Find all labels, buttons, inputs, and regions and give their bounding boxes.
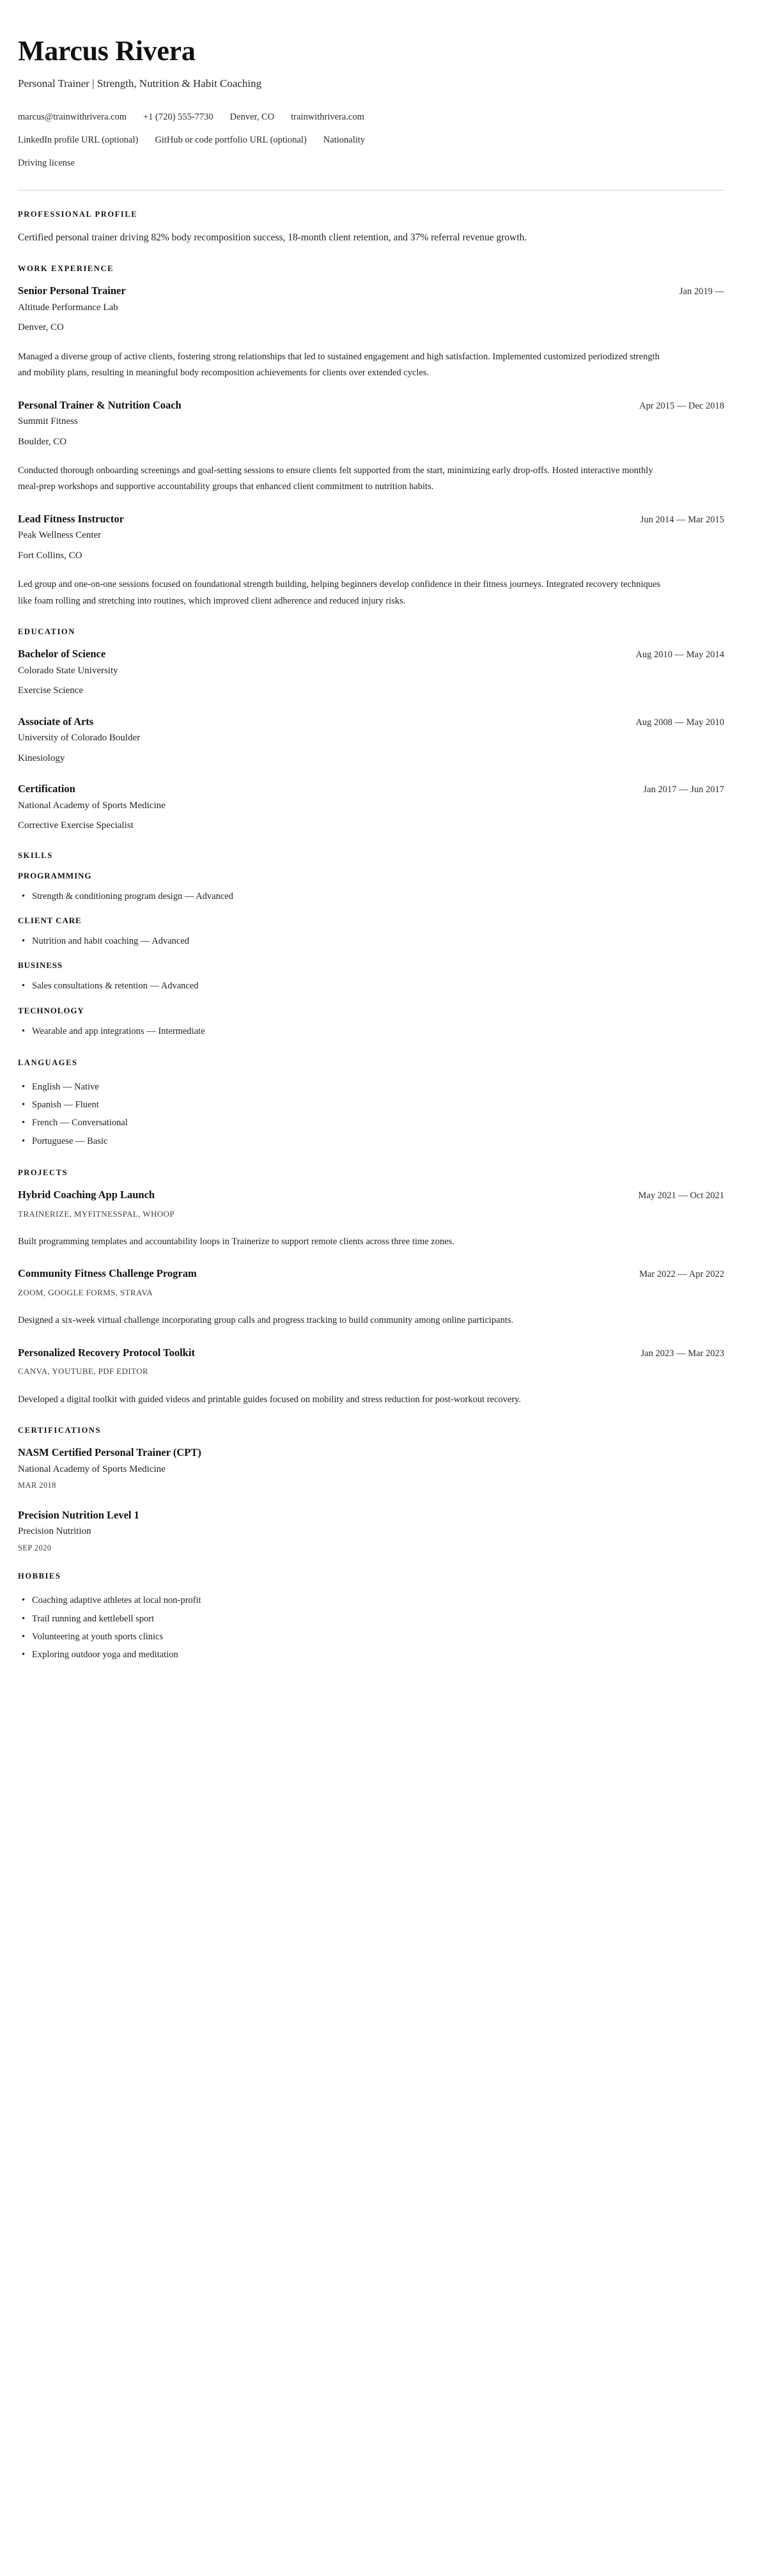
hobby-list bbox=[18, 1591, 724, 1664]
profile-summary-text: Certified personal trainer driving 82% body recomposition success, 18-month client retention, and 37% referral revenue growth. bbox=[18, 231, 527, 243]
certification-name: Precision Nutrition Level 1 bbox=[18, 1508, 139, 1521]
contact-linkedin[interactable]: LinkedIn profile URL (optional) bbox=[18, 135, 139, 146]
project-date: Mar 2022 — Apr 2022 bbox=[639, 1269, 724, 1280]
section-projects bbox=[18, 1168, 724, 1408]
certification-issuer: National Academy of Sports Medicine bbox=[18, 1464, 166, 1474]
skill-list bbox=[18, 887, 724, 905]
education-entry-head bbox=[18, 715, 724, 730]
education-date: Jan 2017 — Jun 2017 bbox=[643, 785, 724, 795]
hobby-item: • Volunteering at youth sports clinics bbox=[18, 1628, 724, 1646]
contact-row-tertiary bbox=[18, 157, 724, 171]
work-company: Summit Fitness bbox=[18, 416, 78, 427]
work-entry bbox=[18, 398, 724, 496]
certification-date: MAR 2018 bbox=[18, 1481, 56, 1490]
contact-phone[interactable]: +1 (720) 555-7730 bbox=[143, 112, 213, 123]
section-title-education: EDUCATION bbox=[18, 627, 75, 637]
skill-group-title: PROGRAMMING bbox=[18, 870, 92, 880]
project-entry bbox=[18, 1346, 724, 1408]
work-company: Altitude Performance Lab bbox=[18, 302, 118, 313]
section-title-work: WORK EXPERIENCE bbox=[18, 264, 114, 274]
work-location: Boulder, CO bbox=[18, 436, 67, 447]
work-description: Led group and one-on-one sessions focused on foundational strength building, helping beginners develop confidence in their fitness journeys. Integrated recovery techniques like foam rolling and stretching into routines, which improved client adherence and reduced injury risks. bbox=[18, 579, 661, 606]
skill-group bbox=[18, 871, 724, 905]
section-hobbies bbox=[18, 1572, 724, 1664]
contact-github[interactable]: GitHub or code portfolio URL (optional) bbox=[155, 135, 307, 146]
resume-header bbox=[18, 36, 724, 171]
hobby-item: • Coaching adaptive athletes at local non-profit bbox=[18, 1591, 724, 1609]
education-degree: Associate of Arts bbox=[18, 715, 94, 728]
header-divider bbox=[18, 190, 724, 191]
project-entry-head bbox=[18, 1346, 724, 1361]
work-date: Jan 2019 — bbox=[679, 286, 724, 297]
project-stack: TRAINERIZE, MYFITNESSPAL, WHOOP bbox=[18, 1208, 174, 1219]
language-item: • English — Native bbox=[18, 1078, 724, 1096]
section-title-profile: PROFESSIONAL PROFILE bbox=[18, 209, 138, 219]
skill-item: • Strength & conditioning program design — Advanced bbox=[18, 887, 724, 905]
skill-group-title: BUSINESS bbox=[18, 960, 63, 971]
project-entry bbox=[18, 1188, 724, 1250]
education-institution: University of Colorado Boulder bbox=[18, 733, 141, 744]
certification-entry-head bbox=[18, 1446, 724, 1460]
contact-email[interactable]: marcus@trainwithrivera.com bbox=[18, 112, 127, 123]
work-date: Jun 2014 — Mar 2015 bbox=[640, 514, 724, 525]
work-location: Denver, CO bbox=[18, 322, 64, 333]
education-degree: Bachelor of Science bbox=[18, 648, 106, 660]
skill-group bbox=[18, 1006, 724, 1040]
certification-entry bbox=[18, 1508, 724, 1554]
skill-item: • Wearable and app integrations — Intermediate bbox=[18, 1022, 724, 1040]
language-item: • French — Conversational bbox=[18, 1114, 724, 1132]
work-role: Personal Trainer & Nutrition Coach bbox=[18, 398, 182, 411]
education-field: Kinesiology bbox=[18, 753, 65, 763]
education-institution: National Academy of Sports Medicine bbox=[18, 800, 166, 811]
contact-row-primary bbox=[18, 111, 724, 125]
project-date: May 2021 — Oct 2021 bbox=[638, 1190, 724, 1201]
section-title-skills: SKILLS bbox=[18, 850, 53, 860]
skill-item: • Nutrition and habit coaching — Advanced bbox=[18, 932, 724, 950]
work-entry-head bbox=[18, 512, 724, 527]
work-entry-head bbox=[18, 398, 724, 413]
certification-date: SEP 2020 bbox=[18, 1543, 52, 1552]
skill-list bbox=[18, 977, 724, 995]
skill-item: • Sales consultations & retention — Advanced bbox=[18, 977, 724, 995]
skill-list bbox=[18, 1022, 724, 1040]
education-entry-head bbox=[18, 647, 724, 662]
education-field: Exercise Science bbox=[18, 685, 84, 696]
section-certifications bbox=[18, 1426, 724, 1554]
section-title-hobbies: HOBBIES bbox=[18, 1572, 61, 1581]
work-description: Managed a diverse group of active clients, fostering strong relationships that led to sustained engagement and high satisfaction. Implemented customized periodized strength and mobility plans, resulting in meaningful body recomposition achievements for clients over extended cycles. bbox=[18, 351, 660, 379]
section-title-languages: LANGUAGES bbox=[18, 1058, 78, 1067]
education-field: Corrective Exercise Specialist bbox=[18, 820, 134, 831]
project-stack: ZOOM, GOOGLE FORMS, STRAVA bbox=[18, 1287, 153, 1297]
certification-name: NASM Certified Personal Trainer (CPT) bbox=[18, 1446, 201, 1459]
work-entry-head bbox=[18, 284, 724, 299]
project-name: Hybrid Coaching App Launch bbox=[18, 1188, 155, 1201]
skill-group-title: CLIENT CARE bbox=[18, 916, 82, 926]
education-entry bbox=[18, 782, 724, 833]
contact-driving-license: Driving license bbox=[18, 157, 75, 168]
contact-nationality: Nationality bbox=[323, 135, 366, 146]
contact-website[interactable]: trainwithrivera.com bbox=[291, 112, 364, 123]
project-name: Community Fitness Challenge Program bbox=[18, 1267, 197, 1280]
section-professional-profile bbox=[18, 210, 724, 247]
language-item: • Spanish — Fluent bbox=[18, 1096, 724, 1114]
work-company: Peak Wellness Center bbox=[18, 530, 102, 541]
project-description: Designed a six-week virtual challenge incorporating group calls and progress tracking to build community among online participants. bbox=[18, 1315, 514, 1326]
project-stack: CANVA, YOUTUBE, PDF EDITOR bbox=[18, 1366, 149, 1377]
work-location: Fort Collins, CO bbox=[18, 550, 82, 561]
work-description: Conducted thorough onboarding screenings and goal-setting sessions to ensure clients felt supported from the start, minimizing early drop-offs. Hosted interactive monthly meal-prep workshops and supportive accountability groups that enhanced client commitment to nutrition habits. bbox=[18, 465, 653, 492]
skill-list bbox=[18, 932, 724, 950]
work-role: Senior Personal Trainer bbox=[18, 285, 126, 297]
language-item: • Portuguese — Basic bbox=[18, 1132, 724, 1150]
candidate-headline: Personal Trainer | Strength, Nutrition & Habit Coaching bbox=[18, 77, 262, 90]
project-name: Personalized Recovery Protocol Toolkit bbox=[18, 1346, 195, 1359]
work-entry bbox=[18, 284, 724, 381]
education-date: Aug 2010 — May 2014 bbox=[635, 650, 724, 660]
certification-entry bbox=[18, 1446, 724, 1492]
education-date: Aug 2008 — May 2010 bbox=[635, 717, 724, 728]
language-list bbox=[18, 1078, 724, 1150]
project-entry-head bbox=[18, 1188, 724, 1203]
candidate-name: Marcus Rivera bbox=[18, 35, 196, 66]
section-languages bbox=[18, 1058, 724, 1150]
project-date: Jan 2023 — Mar 2023 bbox=[640, 1348, 724, 1359]
education-degree: Certification bbox=[18, 783, 75, 795]
contact-row-secondary bbox=[18, 134, 724, 148]
section-title-certifications: CERTIFICATIONS bbox=[18, 1426, 102, 1435]
work-date: Apr 2015 — Dec 2018 bbox=[639, 400, 724, 411]
education-entry bbox=[18, 647, 724, 698]
hobby-item: • Exploring outdoor yoga and meditation bbox=[18, 1646, 724, 1664]
hobby-item: • Trail running and kettlebell sport bbox=[18, 1610, 724, 1628]
contact-location: Denver, CO bbox=[229, 112, 275, 123]
education-entry-head bbox=[18, 782, 724, 797]
skill-group bbox=[18, 960, 724, 995]
section-education bbox=[18, 627, 724, 833]
work-role: Lead Fitness Instructor bbox=[18, 512, 124, 525]
project-entry bbox=[18, 1267, 724, 1329]
work-entry bbox=[18, 512, 724, 609]
skill-group-title: TECHNOLOGY bbox=[18, 1005, 84, 1015]
section-skills bbox=[18, 851, 724, 1040]
education-entry bbox=[18, 715, 724, 766]
education-institution: Colorado State University bbox=[18, 665, 118, 676]
certification-entry-head bbox=[18, 1508, 724, 1522]
project-entry-head bbox=[18, 1267, 724, 1281]
project-description: Developed a digital toolkit with guided videos and printable guides focused on mobility and stress reduction for post-workout recovery. bbox=[18, 1394, 522, 1405]
section-title-projects: PROJECTS bbox=[18, 1167, 68, 1177]
project-description: Built programming templates and accountability loops in Trainerize to support remote clients across three time zones. bbox=[18, 1237, 454, 1247]
skill-group bbox=[18, 916, 724, 950]
certification-issuer: Precision Nutrition bbox=[18, 1526, 91, 1537]
section-work-experience bbox=[18, 264, 724, 609]
